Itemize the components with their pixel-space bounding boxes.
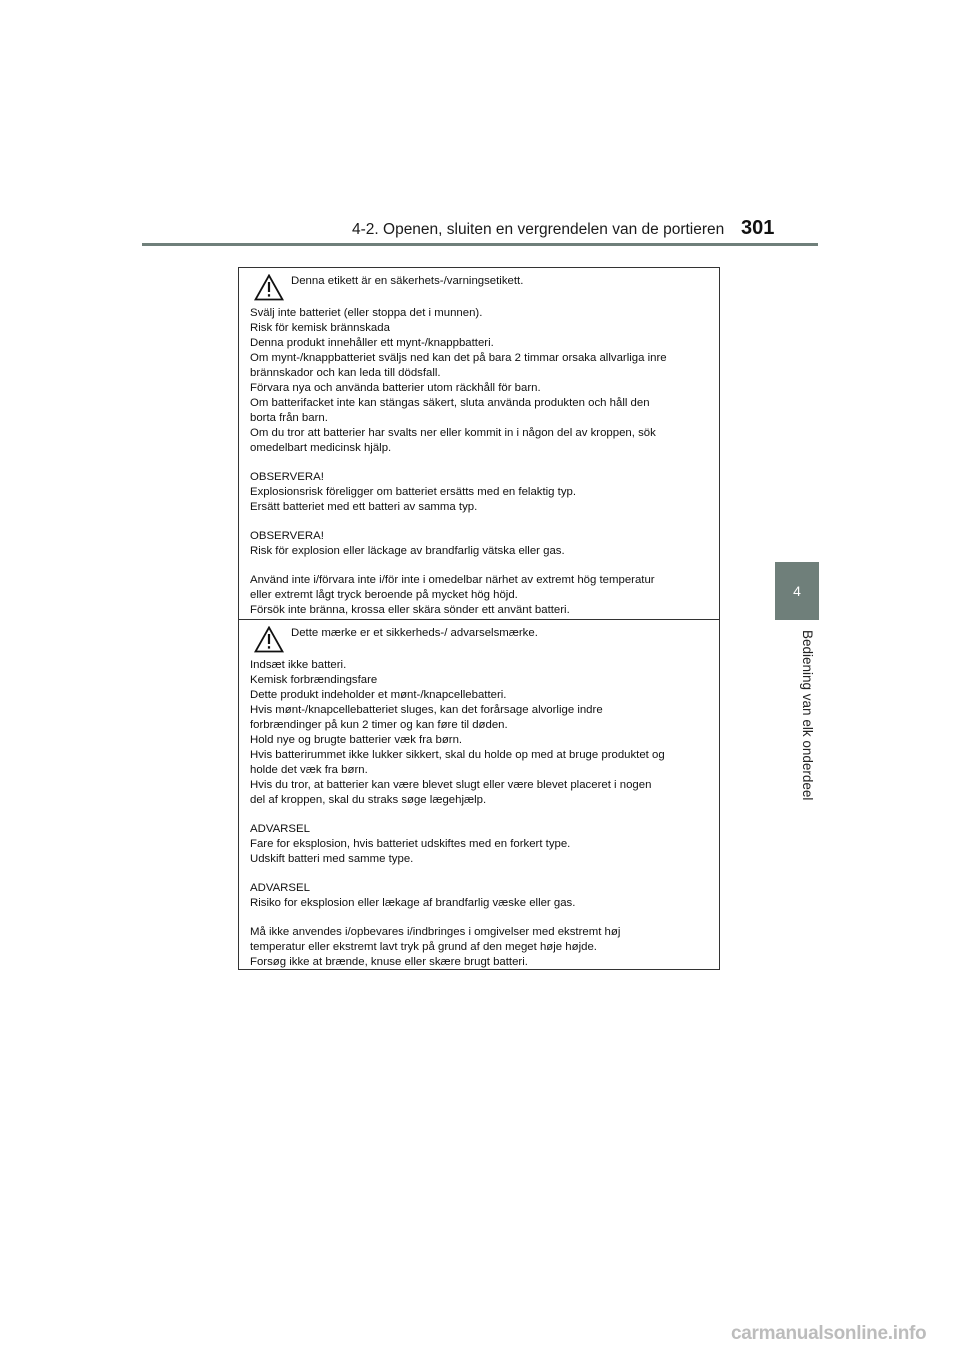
watermark-logo[interactable]: carmanualsonline.info [731, 1323, 927, 1344]
swedish-block-explosion-type: OBSERVERA! Explosionsrisk föreligger om batteriet ersätts med en felaktig typ. Ersätt batteriet med ett batteri av samma typ. [250, 471, 577, 513]
danish-warning-section [239, 620, 719, 969]
chapter-tab [775, 562, 819, 620]
warning-label-box [238, 267, 720, 970]
chapter-number: 4 [793, 583, 801, 599]
swedish-warning-section [239, 268, 719, 620]
danish-block-explosion-type: ADVARSEL Fare for eksplosion, hvis batteriet udskiftes med en forkert type. Udskift batteri med samme type. [250, 823, 571, 865]
danish-block-ingestion: Indsæt ikke batteri. Kemisk forbrændingsfare Dette produkt indeholder et mønt-/knapcellebatteri. Hvis mønt-/knapcellebatteriet sluges, kan det forårsage alvorlige indre forbrændinger på kun 2 timer og kan føre til døden. Hold nye og brugte batterier væk fra børn. Hvis batterirummet ikke lukker sikkert, skal du holde op med at bruge produktet og holde det væk fra børn. Hvis du tror, at batterier kan være blevet slugt eller være blevet placeret i nogen del af kroppen, skal du straks søge lægehjælp. [250, 659, 665, 806]
swedish-block-temperature: Använd inte i/förvara inte i/för inte i omedelbar närhet av extremt hög temperatur eller extremt lågt tryck beroende på mycket hög höjd. Försök inte bränna, krossa eller skära sönder ett använt batteri. [250, 574, 655, 616]
header-divider [142, 243, 818, 246]
page-number: 301 [741, 217, 775, 239]
chapter-label: Bediening van elk onderdeel [800, 630, 815, 801]
section-title: 4-2. Openen, sluiten en vergrendelen van de portieren [352, 221, 725, 238]
warning-triangle-icon [254, 274, 284, 301]
swedish-heading-row [250, 268, 709, 296]
danish-block-leakage: ADVARSEL Risiko for eksplosion eller lækage af brandfarlig væske eller gas. [250, 882, 576, 909]
warning-triangle-icon [254, 626, 284, 653]
swedish-block-leakage: OBSERVERA! Risk för explosion eller läckage av brandfarlig vätska eller gas. [250, 530, 565, 557]
danish-heading-row [250, 620, 709, 648]
swedish-heading: Denna etikett är en säkerhets-/varningsetikett. [291, 275, 524, 287]
danish-heading: Dette mærke er et sikkerheds-/ advarselsmærke. [291, 627, 538, 639]
danish-block-temperature: Må ikke anvendes i/opbevares i/indbringes i omgivelser med ekstremt høj temperatur eller ekstremt lavt tryk på grund af den meget høje højde. Forsøg ikke at brænde, knuse eller skære brugt batteri. [250, 926, 621, 968]
swedish-block-ingestion: Svälj inte batteriet (eller stoppa det i munnen). Risk för kemisk brännskada Denna produkt innehåller ett mynt-/knappbatteri. Om mynt-/knappbatteriet sväljs ned kan det på bara 2 timmar orsaka allvarliga inre brännskador och kan leda till dödsfall. Förvara nya och använda batterier utom räckhåll för barn. Om batterifacket inte kan stängas säkert, sluta använda produkten och håll den borta från barn. Om du tror att batterier har svalts ner eller kommit in i någon del av kroppen, sök omedelbart medicinsk hjälp. [250, 307, 667, 454]
